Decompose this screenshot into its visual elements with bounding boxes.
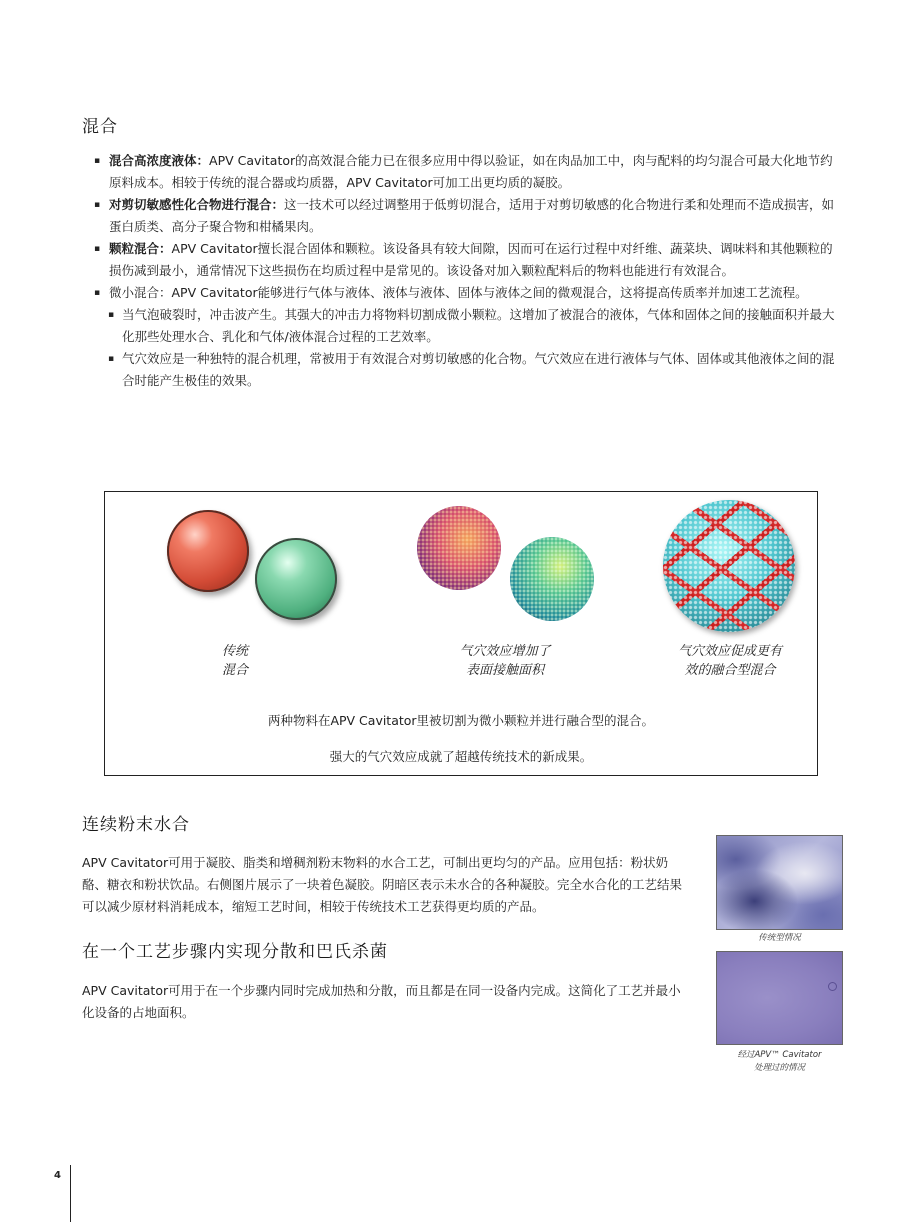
dotted-teal-sphere-image bbox=[510, 537, 594, 621]
caption-line: 经过APV™ Cavitator bbox=[737, 1050, 822, 1060]
caption-surface-area bbox=[435, 642, 575, 680]
traditional-gel-photo bbox=[716, 835, 843, 930]
fused-mix-sphere-image bbox=[663, 500, 795, 632]
mixing-bullet-list bbox=[82, 150, 842, 392]
list-item-text: 微小混合：APV Cavitator能够进行气体与液体、液体与液体、固体与液体之间的微观混合，这将提高传质率并加速工艺流程。 bbox=[109, 285, 808, 300]
list-item-text: APV Cavitator的高效混合能力已在很多应用中得以验证，如在肉品加工中，肉与配料的均匀混合可最大化地节约原料成本。相较于传统的混合器或均质器，APV Cavitator可加工出更均质的凝胶。 bbox=[109, 153, 833, 190]
figure-text-2: 强大的气穴效应成就了超越传统技术的新成果。 bbox=[329, 749, 593, 764]
dispersion-heading: 在一个工艺步骤内实现分散和巴氏杀菌 bbox=[82, 942, 388, 962]
list-item-label: 混合高浓度液体： bbox=[109, 153, 210, 168]
caption-fusion-mixing bbox=[660, 642, 800, 680]
list-item-text: 当气泡破裂时，冲击波产生。其强大的冲击力将物料切割成微小颗粒。这增加了被混合的液体，气体和固体之间的接触面积并最大化那些处理水合、乳化和气体/液体混合过程的工艺效率。 bbox=[122, 307, 835, 344]
page-divider bbox=[70, 1165, 71, 1222]
caption-line: 传统 bbox=[221, 644, 248, 659]
dispersion-paragraph: APV Cavitator可用于在一个步骤内同时完成加热和分散，而且都是在同一设备内完成。这简化了工艺并最小化设备的占地面积。 bbox=[82, 983, 681, 1020]
red-sphere-image bbox=[167, 510, 249, 592]
bubble-icon bbox=[828, 982, 837, 991]
list-item-text: APV Cavitator擅长混合固体和颗粒。该设备具有较大间隙，因而可在运行过程中对纤维、蔬菜块、调味料和其他颗粒的损伤减到最小，通常情况下这些损伤在均质过程中是常见的。该设备对加入颗粒配料后的物料也能进行有效混合。 bbox=[109, 241, 833, 278]
powder-hydration-paragraph: APV Cavitator可用于凝胶、脂类和增稠剂粉末物料的水合工艺，可制出更均匀的产品。应用包括：粉状奶酪、糖衣和粉状饮品。右侧图片展示了一块着色凝胶。阴暗区表示未水合的各种凝胶。完全水合化的工艺结果可以减少原材料消耗成本，缩短工艺时间，相较于传统技术工艺获得更均质的产品。 bbox=[82, 855, 683, 914]
caption-line: 表面接触面积 bbox=[465, 663, 544, 678]
dotted-magenta-sphere-image bbox=[417, 506, 501, 590]
page-number: 4 bbox=[54, 1170, 61, 1181]
caption-line: 处理过的情况 bbox=[753, 1063, 805, 1073]
list-item-micro-mixing bbox=[82, 282, 842, 304]
list-item-high-concentration bbox=[82, 150, 842, 194]
caption-line: 混合 bbox=[221, 663, 248, 678]
sub-list-item-shockwave bbox=[82, 304, 842, 348]
cavitator-gel-photo bbox=[716, 951, 843, 1045]
green-sphere-image bbox=[255, 538, 337, 620]
cavitation-figure bbox=[104, 491, 818, 776]
list-item-text: 气穴效应是一种独特的混合机理，常被用于有效混合对剪切敏感的化合物。气穴效应在进行液体与气体、固体或其他液体之间的混合时能产生极佳的效果。 bbox=[122, 351, 835, 388]
caption-line: 效的融合型混合 bbox=[684, 663, 776, 678]
list-item-shear-sensitive bbox=[82, 194, 842, 238]
cavitator-photo-caption bbox=[716, 1049, 843, 1075]
mixing-heading: 混合 bbox=[82, 117, 118, 137]
traditional-photo-caption: 传统型情况 bbox=[758, 933, 801, 943]
list-item-label: 颗粒混合： bbox=[109, 241, 172, 256]
caption-traditional-mixing bbox=[195, 642, 275, 680]
list-item-text: 这一技术可以经过调整用于低剪切混合，适用于对剪切敏感的化合物进行柔和处理而不造成损害，如蛋白质类、高分子聚合物和柑橘果肉。 bbox=[109, 197, 835, 234]
list-item-particle-mixing bbox=[82, 238, 842, 282]
figure-text-1: 两种物料在APV Cavitator里被切割为微小颗粒并进行融合型的混合。 bbox=[267, 713, 655, 728]
list-item-label: 对剪切敏感性化合物进行混合： bbox=[109, 197, 285, 212]
caption-line: 气穴效应促成更有 bbox=[677, 644, 782, 659]
powder-hydration-heading: 连续粉末水合 bbox=[82, 815, 190, 835]
sub-list-item-cavitation bbox=[82, 348, 842, 392]
caption-line: 气穴效应增加了 bbox=[459, 644, 551, 659]
